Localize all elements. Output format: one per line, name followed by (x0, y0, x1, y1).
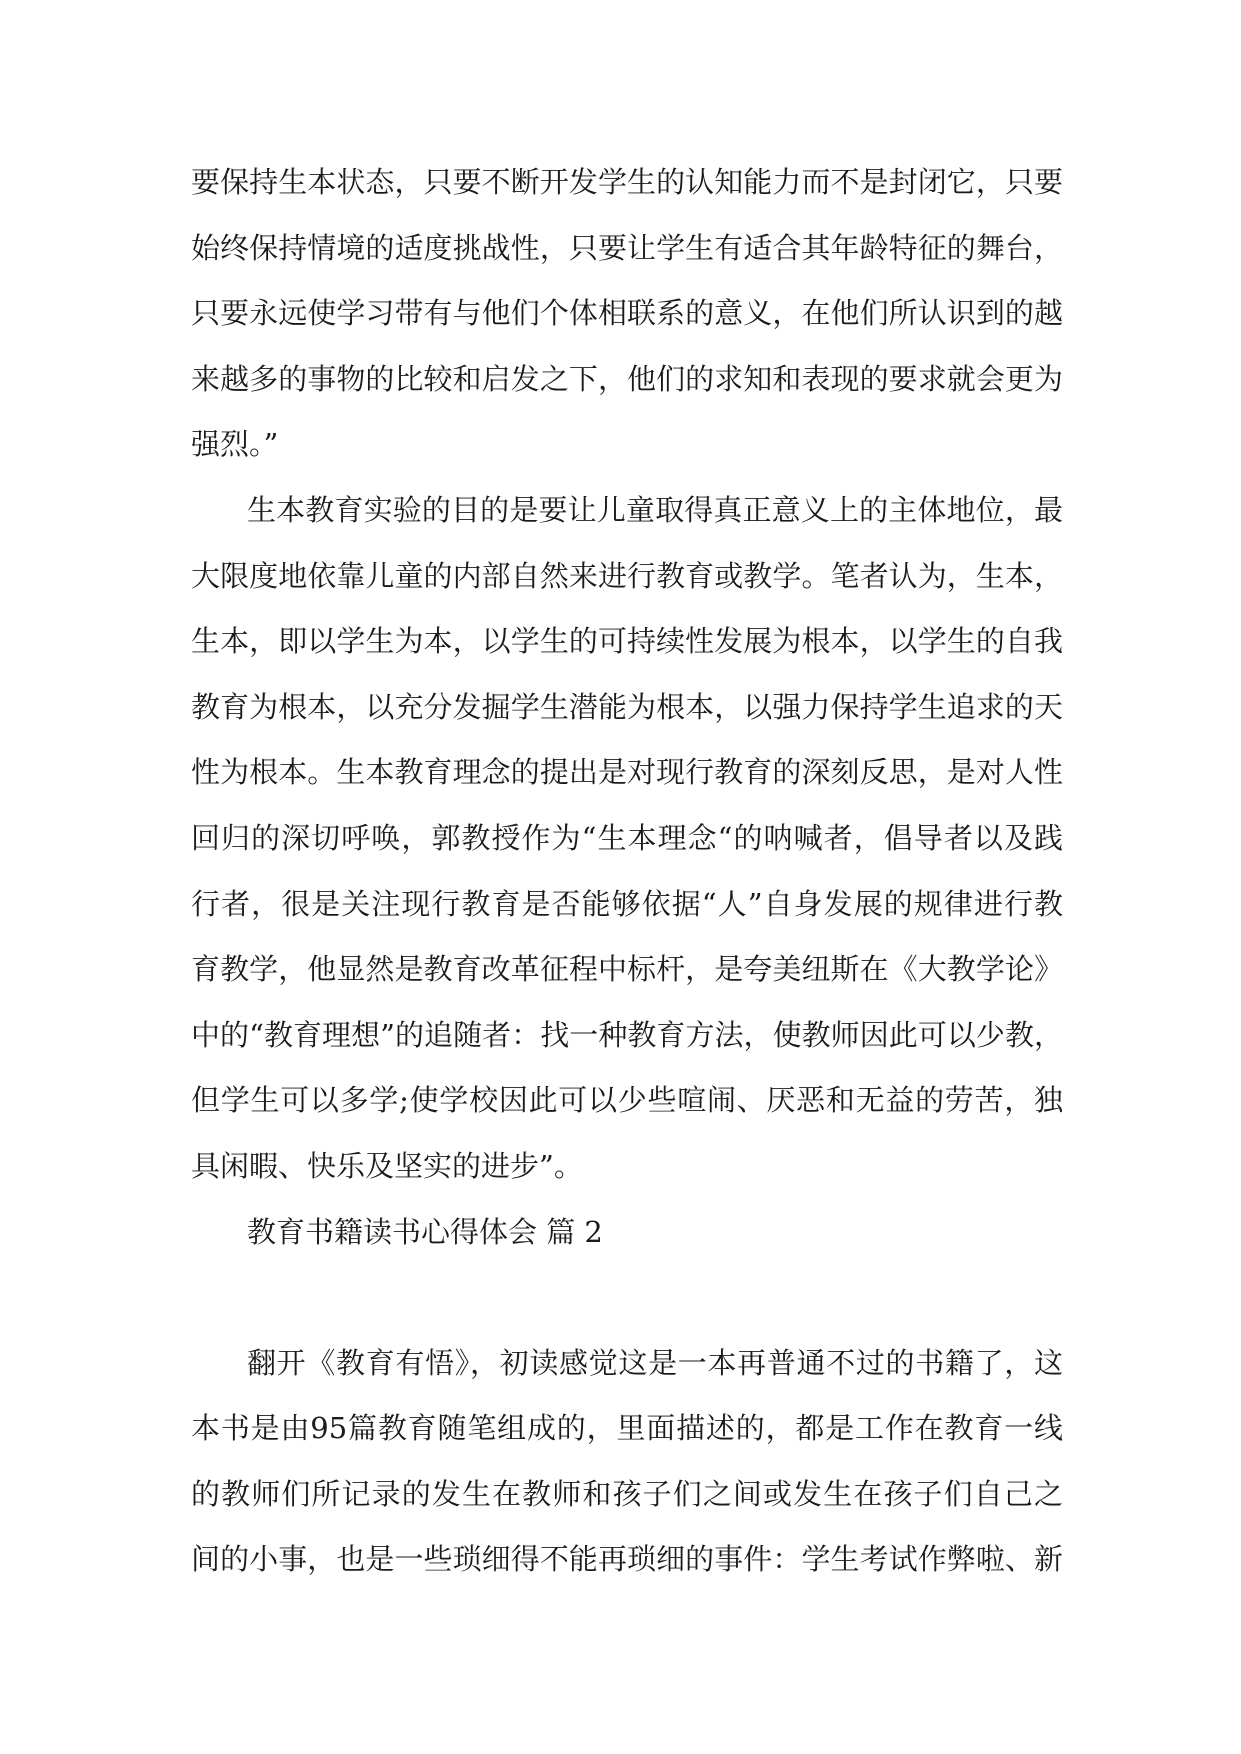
paragraph-line: 行者，很是关注现行教育是否能够依据“人”自身发展的规律进行教 (191, 886, 1063, 921)
paragraph-line: 本书是由95篇教育随笔组成的，里面描述的，都是工作在教育一线 (191, 1411, 1063, 1446)
paragraph-line: 生本教育实验的目的是要让儿童取得真正意义上的主体地位，最 (247, 492, 1063, 527)
paragraph-line: 中的“教育理想”的追随者：找一种教育方法，使教师因此可以少教， (191, 1017, 1063, 1052)
paragraph-line: 的教师们所记录的发生在教师和孩子们之间或发生在孩子们自己之 (191, 1476, 1063, 1511)
section-heading: 教育书籍读书心得体会 篇 2 (247, 1214, 603, 1249)
paragraph-line: 大限度地依靠儿童的内部自然来进行教育或教学。笔者认为，生本， (191, 558, 1063, 593)
paragraph-line: 教育为根本，以充分发掘学生潜能为根本，以强力保持学生追求的天 (191, 689, 1063, 724)
blank-line (191, 1265, 1063, 1331)
paragraph-line: 但学生可以多学;使学校因此可以少些喧闹、厌恶和无益的劳苦，独 (191, 1083, 1063, 1118)
paragraph-line: 具闲暇、快乐及坚实的进步”。 (191, 1148, 583, 1183)
paragraph-line: 回归的深切呼唤，郭教授作为“生本理念“的呐喊者，倡导者以及践 (191, 820, 1063, 855)
paragraph-line: 强烈。” (191, 427, 279, 462)
paragraph (191, 150, 1063, 478)
document-page (191, 150, 1063, 1593)
paragraph-line: 性为根本。生本教育理念的提出是对现行教育的深刻反思，是对人性 (191, 755, 1063, 790)
paragraph-line: 只要永远使学习带有与他们个体相联系的意义，在他们所认识到的越 (191, 296, 1063, 331)
paragraph-line: 来越多的事物的比较和启发之下，他们的求知和表现的要求就会更为 (191, 361, 1063, 396)
paragraph (191, 478, 1063, 1200)
paragraph-line: 间的小事，也是一些琐细得不能再琐细的事件：学生考试作弊啦、新 (191, 1542, 1063, 1577)
paragraph-line: 育教学，他显然是教育改革征程中标杆，是夸美纽斯在《大教学论》 (191, 952, 1063, 987)
paragraph-line: 翻开《教育有悟》，初读感觉这是一本再普通不过的书籍了，这 (247, 1345, 1063, 1380)
paragraph (191, 1331, 1063, 1593)
paragraph-line: 始终保持情境的适度挑战性，只要让学生有适合其年龄特征的舞台， (191, 230, 1063, 265)
paragraph-line: 生本，即以学生为本，以学生的可持续性发展为根本，以学生的自我 (191, 624, 1063, 659)
paragraph-line: 要保持生本状态，只要不断开发学生的认知能力而不是封闭它，只要 (191, 165, 1063, 199)
